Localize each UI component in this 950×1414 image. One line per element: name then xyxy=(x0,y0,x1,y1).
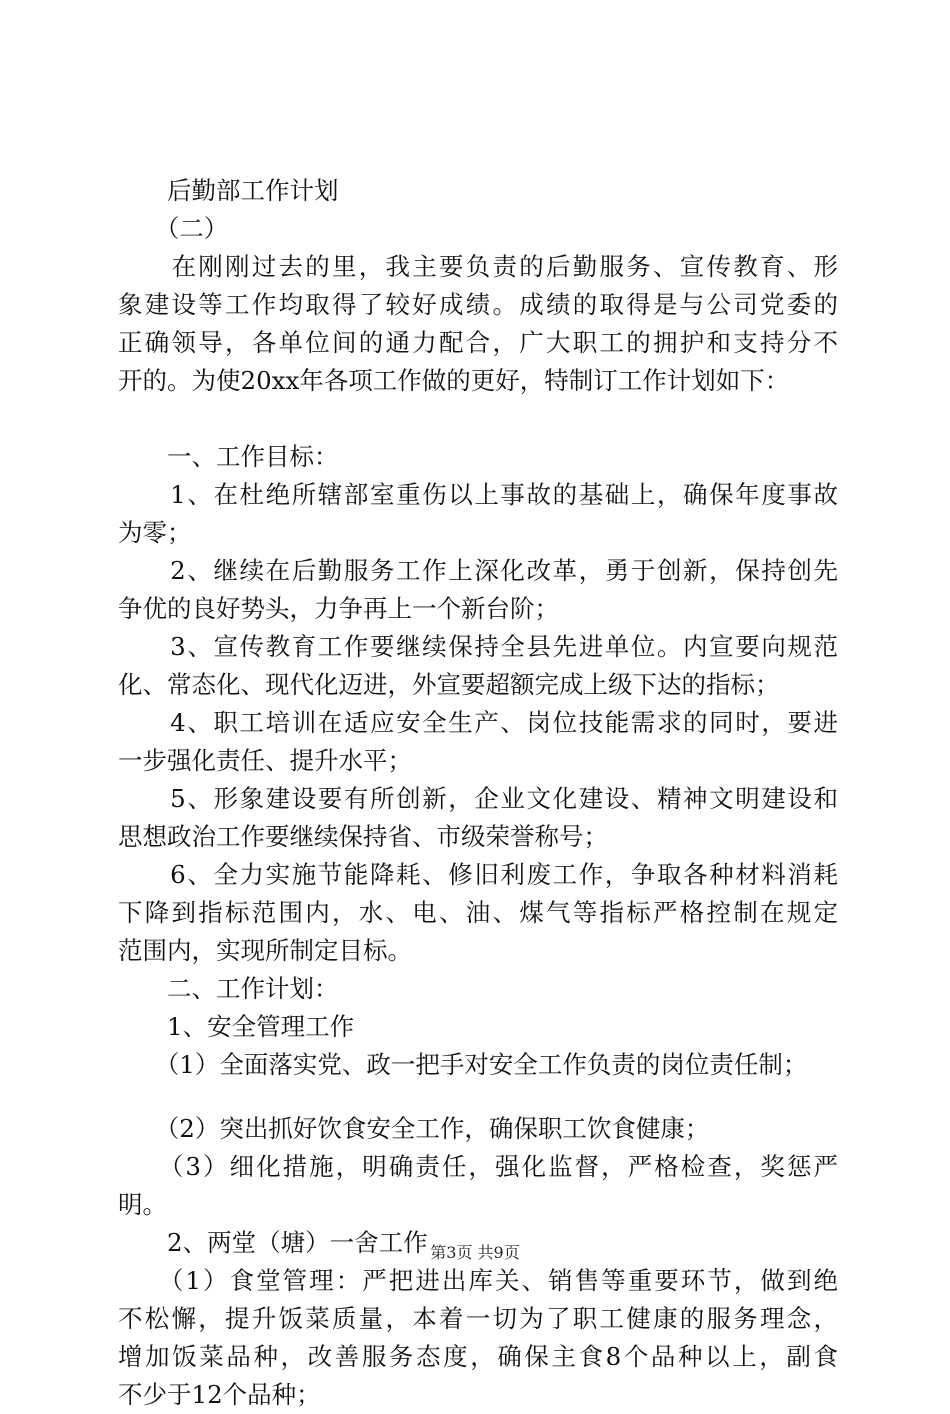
text-line: 思想政治工作要继续保持省、市级荣誉称号； xyxy=(118,822,608,851)
text-line: 不松懈，提升饭菜质量，本着一切为了职工健康的服务理念， xyxy=(118,1304,838,1333)
document-subtitle: （二） xyxy=(118,214,229,243)
subsection-heading: 1、安全管理工作 xyxy=(118,1012,355,1041)
text-line: （1）食堂管理：严把进出库关、销售等重要环节，做到绝 xyxy=(118,1266,838,1295)
text-line: 象建设等工作均取得了较好成绩。成绩的取得是与公司党委的 xyxy=(118,290,838,319)
text-line: 正确领导，各单位间的通力配合，广大职工的拥护和支持分不 xyxy=(118,328,838,357)
text-line: 4、职工培训在适应安全生产、岗位技能需求的同时，要进 xyxy=(118,708,838,737)
text-line: 为零； xyxy=(118,518,192,547)
text-line: 不少于12个品种； xyxy=(118,1380,321,1409)
text-line: （3）细化措施，明确责任，强化监督，严格检查，奖惩严 xyxy=(118,1152,838,1181)
section-heading: 一、工作目标： xyxy=(118,442,339,471)
text-line: 6、全力实施节能降耗、修旧利废工作，争取各种材料消耗 xyxy=(118,860,838,889)
text-line: 1、在杜绝所辖部室重伤以上事故的基础上，确保年度事故 xyxy=(118,480,838,509)
text-line: 在刚刚过去的里，我主要负责的后勤服务、宣传教育、形 xyxy=(118,252,838,281)
text-line: 争优的良好势头，力争再上一个新台阶； xyxy=(118,594,559,623)
document-body xyxy=(118,172,838,1414)
text-line: 明。 xyxy=(118,1190,167,1219)
text-line: 下降到指标范围内，水、电、油、煤气等指标严格控制在规定 xyxy=(118,898,838,927)
text-line: 开的。为使20xx年各项工作做的更好，特制订工作计划如下： xyxy=(118,366,790,395)
document-title: 后勤部工作计划 xyxy=(118,176,339,205)
section-heading: 二、工作计划： xyxy=(118,974,339,1003)
text-line: 增加饭菜品种，改善服务态度，确保主食8个品种以上，副食 xyxy=(118,1342,838,1371)
text-line: （2）突出抓好饮食安全工作，确保职工饮食健康； xyxy=(118,1114,710,1143)
text-line: （1）全面落实党、政一把手对安全工作负责的岗位责任制； xyxy=(118,1050,808,1079)
text-line: 化、常态化、现代化迈进，外宣要超额完成上级下达的指标； xyxy=(118,670,780,699)
subsection-heading: 2、两堂（塘）一舍工作 xyxy=(118,1228,428,1257)
text-line: 5、形象建设要有所创新，企业文化建设、精神文明建设和 xyxy=(118,784,838,813)
text-line: 3、宣传教育工作要继续保持全县先进单位。内宣要向规范 xyxy=(118,632,838,661)
text-line: 2、继续在后勤服务工作上深化改革，勇于创新，保持创先 xyxy=(118,556,838,585)
text-line: 一步强化责任、提升水平； xyxy=(118,746,412,775)
text-line: 范围内，实现所制定目标。 xyxy=(118,936,412,965)
page-footer: 第3页 共9页 xyxy=(430,1243,520,1262)
